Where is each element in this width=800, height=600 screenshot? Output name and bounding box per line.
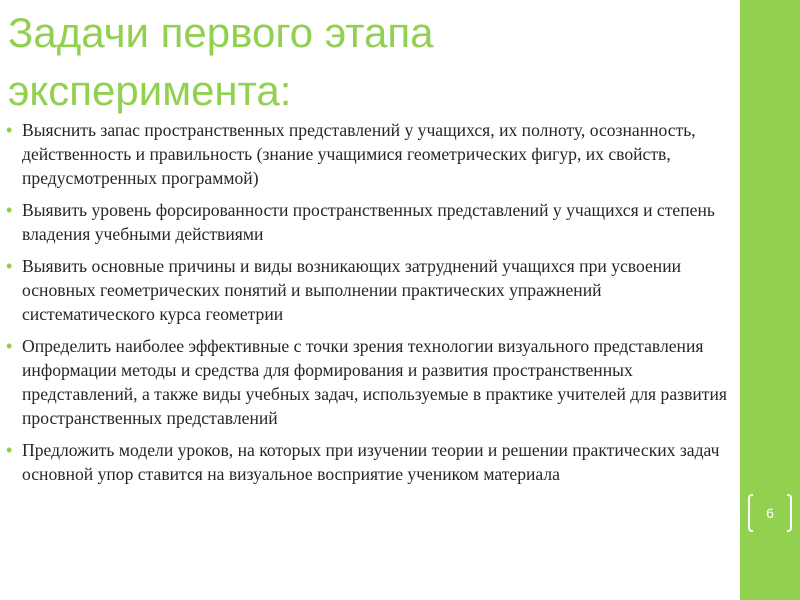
- bullet-text: Выяснить запас пространственных представлений у учащихся, их полноту, осознанность, действенность и правильность (знание учащимися геометрических фигур, их свойств, предусмотренных программой): [22, 120, 696, 188]
- bullet-item: [4, 198, 734, 246]
- right-bracket-icon: [787, 494, 792, 532]
- bullet-text: Предложить модели уроков, на которых при изучении теории и решении практических задач основной упор ставится на визуальное восприятие учеником материала: [22, 440, 720, 484]
- slide-title: Задачи первого этапа эксперимента:: [8, 9, 434, 114]
- bullet-item: [4, 254, 734, 326]
- page-number-badge: [748, 494, 792, 534]
- bullet-text: Выявить уровень форсированности пространственных представлений у учащихся и степень владения учебными действиями: [22, 200, 715, 244]
- bullet-list: [4, 118, 734, 494]
- bullet-item: [4, 334, 734, 430]
- bullet-icon: •: [6, 120, 13, 140]
- page-number: 6: [766, 505, 774, 521]
- bullet-icon: •: [6, 336, 13, 356]
- bullet-item: [4, 118, 734, 190]
- bullet-icon: •: [6, 200, 13, 220]
- bullet-icon: •: [6, 440, 13, 460]
- bullet-text: Определить наиболее эффективные с точки зрения технологии визуального представления информации методы и средства для формирования и развития пространственных представлений, а также виды учебных задач, используемые в практике учителей для развития пространственных представлений: [22, 336, 728, 428]
- bullet-icon: •: [6, 256, 13, 276]
- bullet-item: [4, 438, 734, 486]
- bullet-text: Выявить основные причины и виды возникающих затруднений учащихся при усвоении основных геометрических понятий и выполнении практических упражнений систематического курса геометрии: [22, 256, 682, 324]
